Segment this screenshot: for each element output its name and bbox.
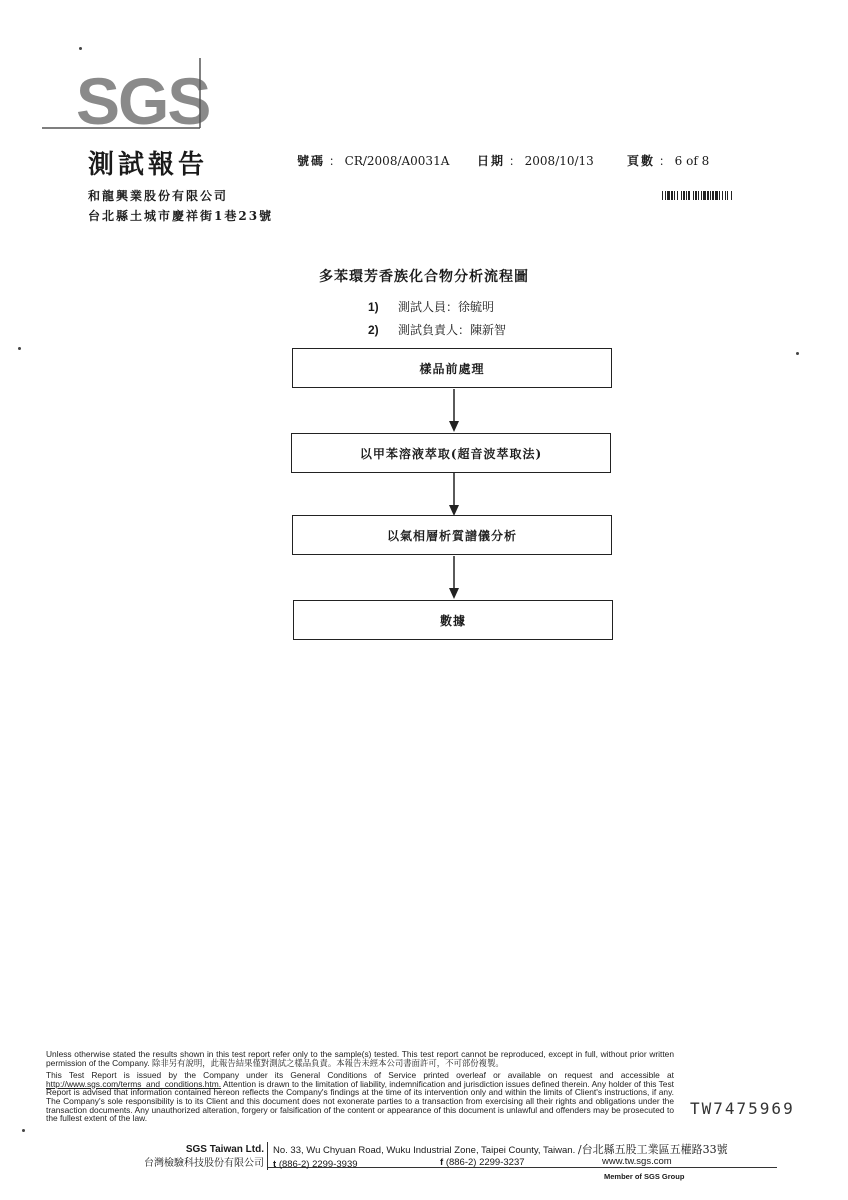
disclaimer-paragraph-2: This Test Report is issued by the Company under its General Conditions of Service printed overleaf or available on request and accessible at http://www.sgs.com/terms_and_conditions.htm. Attention is drawn to the limitation of liability, indemnification and jurisdiction issues defined therein. Any holder of this Test Report is advised that information contained hereon reflects the Company's findings at the time of its intervention only and within the limits of Client's instructions, if any. The Company's sole responsibility is to its Client and this document does not exonerate parties to a transaction from exercising all their rights and obligations under the transaction documents. Any unauthorized alteration, forgery or falsification of the content or appearance of this document is unlawful and offenders may be prosecuted to the fullest extent of the law.	[46, 1070, 674, 1124]
scan-speck	[796, 352, 799, 355]
client-info	[88, 186, 273, 226]
footer-divider	[267, 1142, 268, 1170]
barcode	[662, 185, 792, 194]
report-date: 日期 ： 2008/10/13	[477, 154, 594, 168]
staff-tester: 1) 測試人員：徐毓明	[368, 300, 495, 314]
flow-arrow-2	[447, 473, 461, 517]
client-address: 台北縣土城市慶祥街1巷23號	[88, 209, 274, 223]
flow-step-gcms-analysis: 以氣相層析質譜儀分析	[292, 515, 612, 555]
staff-supervisor: 2) 測試負責人：陳新智	[368, 323, 507, 337]
report-number: 號碼 ： CR/2008/A0031A	[297, 154, 450, 168]
sgs-company-name: SGS Taiwan Ltd. 台灣檢驗科技股份有限公司	[144, 1144, 264, 1169]
scan-speck	[79, 47, 82, 50]
terms-link[interactable]: http://www.sgs.com/terms_and_conditions.htm.	[46, 1078, 222, 1089]
flow-step-extraction: 以甲苯溶液萃取(超音波萃取法)	[291, 433, 611, 473]
legal-disclaimer	[46, 1050, 674, 1127]
sgs-phone: t (886-2) 2299-3939	[273, 1159, 358, 1170]
flow-arrow-1	[447, 389, 461, 433]
flow-step-data: 數據	[293, 600, 613, 640]
flowchart-title: 多苯環芳香族化合物分析流程圖	[319, 269, 529, 285]
sgs-logo	[42, 56, 210, 130]
sgs-fax: f (886-2) 2299-3237	[440, 1157, 525, 1168]
sgs-member-note: Member of SGS Group	[604, 1172, 685, 1181]
sgs-address: No. 33, Wu Chyuan Road, Wuku Industrial Zone, Taipei County, Taiwan. /台北縣五股工業區五權路33號 t (886-2) 2299-3939	[273, 1143, 728, 1170]
flow-arrow-3	[447, 556, 461, 600]
document-number: TW7475969	[690, 1099, 795, 1118]
sgs-website[interactable]: www.tw.sgs.com	[602, 1156, 672, 1167]
svg-text:SGS: SGS	[76, 64, 210, 130]
scan-speck	[18, 347, 21, 350]
scan-speck	[22, 1129, 25, 1132]
client-name: 和龍興業股份有限公司	[88, 189, 229, 203]
page-count: 頁數 ： 6 of 8	[627, 154, 710, 168]
report-title: 測試報告	[88, 150, 209, 180]
flow-step-sample-prep: 樣品前處理	[292, 348, 612, 388]
disclaimer-paragraph-1: Unless otherwise stated the results shown in this test report refer only to the sample(s) tested. This test report cannot be reproduced, except in full, without prior written permission of the Company. 除非另有說明，此報告結果僅對測試之樣品負責。本報告未經本公司書面許可，不可部份複製。	[46, 1049, 674, 1068]
